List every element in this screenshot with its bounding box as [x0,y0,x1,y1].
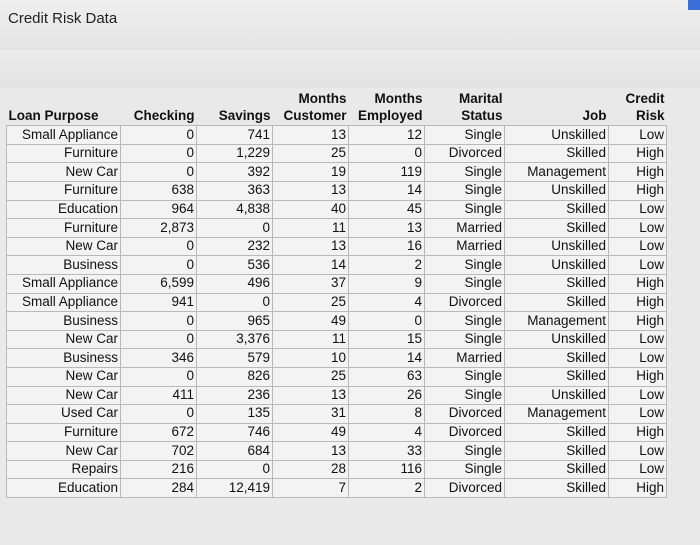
cell-purpose[interactable]: New Car [7,442,121,461]
cell-months-employed[interactable]: 4 [349,423,425,442]
cell-months-customer[interactable]: 14 [273,256,349,275]
cell-savings[interactable]: 236 [197,386,273,405]
cell-marital-status[interactable]: Single [425,163,505,182]
cell-marital-status[interactable]: Single [425,386,505,405]
table-row [7,293,667,312]
cell-months-customer[interactable]: 11 [273,219,349,238]
cell-months-employed[interactable]: 45 [349,200,425,219]
cell-savings[interactable]: 232 [197,237,273,256]
cell-months-employed[interactable]: 4 [349,293,425,312]
cell-months-employed[interactable]: 9 [349,274,425,293]
cell-savings[interactable]: 965 [197,312,273,331]
cell-job[interactable]: Skilled [505,479,609,498]
cell-savings[interactable]: 12,419 [197,479,273,498]
cell-months-employed[interactable]: 119 [349,163,425,182]
cell-purpose[interactable]: Education [7,479,121,498]
cell-purpose[interactable]: Furniture [7,144,121,163]
sheet-title: Credit Risk Data [8,10,118,27]
cell-purpose[interactable]: Education [7,200,121,219]
app-header [0,0,700,50]
cell-marital-status[interactable]: Single [425,442,505,461]
cell-checking[interactable]: 346 [121,349,197,368]
cell-months-employed[interactable]: 13 [349,219,425,238]
cell-marital-status[interactable]: Single [425,181,505,200]
table-row [7,405,667,424]
cell-credit-risk[interactable]: Low [609,256,667,275]
header-purpose: Loan Purpose [8,108,99,124]
cell-savings[interactable]: 392 [197,163,273,182]
cell-months-employed[interactable]: 15 [349,330,425,349]
cell-marital-status[interactable]: Married [425,219,505,238]
cell-checking[interactable]: 6,599 [121,274,197,293]
cell-marital-status[interactable]: Married [425,349,505,368]
cell-months-customer[interactable]: 13 [273,237,349,256]
cell-checking[interactable]: 0 [121,367,197,386]
cell-credit-risk[interactable]: Low [609,349,667,368]
cell-credit-risk[interactable]: Low [609,442,667,461]
cell-months-employed[interactable]: 14 [349,181,425,200]
cell-checking[interactable]: 672 [121,423,197,442]
cell-months-customer[interactable]: 28 [273,460,349,479]
cell-checking[interactable]: 702 [121,442,197,461]
cell-credit-risk[interactable]: High [609,163,667,182]
cell-credit-risk[interactable]: High [609,312,667,331]
table-row [7,460,667,479]
cell-months-employed[interactable]: 14 [349,349,425,368]
cell-months-customer[interactable]: 31 [273,405,349,424]
cell-purpose[interactable]: Small Appliance [7,274,121,293]
cell-purpose[interactable]: Business [7,312,121,331]
table-row [7,219,667,238]
cell-marital-status[interactable]: Divorced [425,405,505,424]
cell-job[interactable]: Skilled [505,460,609,479]
cell-credit-risk[interactable]: Low [609,405,667,424]
cell-marital-status[interactable]: Single [425,367,505,386]
credit-risk-table [6,90,667,498]
cell-months-customer[interactable]: 49 [273,423,349,442]
cell-credit-risk[interactable]: High [609,423,667,442]
cell-job[interactable]: Unskilled [505,237,609,256]
cell-months-customer[interactable]: 25 [273,367,349,386]
header-months-customer: Customer [283,108,347,124]
cell-marital-status[interactable]: Single [425,200,505,219]
cell-marital-status[interactable]: Single [425,460,505,479]
cell-months-employed[interactable]: 63 [349,367,425,386]
table-row [7,423,667,442]
cell-purpose[interactable]: New Car [7,386,121,405]
cell-months-employed[interactable]: 2 [349,479,425,498]
cell-job[interactable]: Management [505,312,609,331]
cell-job[interactable]: Skilled [505,349,609,368]
cell-credit-risk[interactable]: High [609,144,667,163]
table-row [7,386,667,405]
table-row [7,144,667,163]
cell-savings[interactable]: 0 [197,219,273,238]
cell-credit-risk[interactable]: High [609,367,667,386]
cell-checking[interactable]: 2,873 [121,219,197,238]
cell-marital-status[interactable]: Divorced [425,479,505,498]
table-row [7,163,667,182]
cell-job[interactable]: Skilled [505,144,609,163]
cell-savings[interactable]: 1,229 [197,144,273,163]
table-row [7,330,667,349]
header-checking-top [121,90,197,108]
corner-indicator [688,0,700,10]
cell-job[interactable]: Skilled [505,367,609,386]
table-row [7,126,667,145]
cell-savings[interactable]: 496 [197,274,273,293]
cell-credit-risk[interactable]: Low [609,386,667,405]
table-body [7,126,667,498]
table-row [7,367,667,386]
cell-job[interactable]: Skilled [505,274,609,293]
header-savings-top [197,90,273,108]
header-risk: Risk [635,108,665,124]
cell-savings[interactable]: 0 [197,293,273,312]
cell-checking[interactable]: 0 [121,312,197,331]
cell-months-customer[interactable]: 49 [273,312,349,331]
cell-months-employed[interactable]: 26 [349,386,425,405]
cell-checking[interactable]: 941 [121,293,197,312]
cell-credit-risk[interactable]: Low [609,126,667,145]
cell-job[interactable]: Management [505,163,609,182]
cell-savings[interactable]: 826 [197,367,273,386]
cell-checking[interactable]: 0 [121,330,197,349]
cell-purpose[interactable]: New Car [7,237,121,256]
cell-months-employed[interactable]: 0 [349,144,425,163]
cell-purpose[interactable]: Used Car [7,405,121,424]
cell-job[interactable]: Unskilled [505,256,609,275]
cell-months-customer[interactable]: 40 [273,200,349,219]
cell-purpose[interactable]: Business [7,349,121,368]
cell-checking[interactable]: 0 [121,256,197,275]
header-job: Job [582,108,607,124]
header-risk-top: Credit [625,90,665,106]
cell-months-customer[interactable]: 37 [273,274,349,293]
cell-months-employed[interactable]: 0 [349,312,425,331]
cell-job[interactable]: Unskilled [505,126,609,145]
cell-months-customer[interactable]: 13 [273,442,349,461]
cell-savings[interactable]: 536 [197,256,273,275]
cell-marital-status[interactable]: Divorced [425,423,505,442]
cell-marital-status[interactable]: Single [425,256,505,275]
cell-credit-risk[interactable]: Low [609,460,667,479]
cell-purpose[interactable]: Repairs [7,460,121,479]
cell-job[interactable]: Unskilled [505,330,609,349]
table-row [7,274,667,293]
cell-savings[interactable]: 3,376 [197,330,273,349]
cell-months-employed[interactable]: 116 [349,460,425,479]
cell-marital-status[interactable]: Divorced [425,144,505,163]
cell-months-employed[interactable]: 16 [349,237,425,256]
cell-credit-risk[interactable]: High [609,479,667,498]
header-marital-top: Marital [458,90,503,106]
cell-marital-status[interactable]: Single [425,274,505,293]
table-row [7,349,667,368]
cell-purpose[interactable]: Furniture [7,219,121,238]
cell-purpose[interactable]: Furniture [7,423,121,442]
cell-job[interactable]: Unskilled [505,181,609,200]
table-row [7,312,667,331]
cell-checking[interactable]: 216 [121,460,197,479]
table-row [7,479,667,498]
cell-marital-status[interactable]: Married [425,237,505,256]
cell-credit-risk[interactable]: Low [609,219,667,238]
cell-credit-risk[interactable]: Low [609,200,667,219]
cell-credit-risk[interactable]: High [609,293,667,312]
header-months-customer-top: Months [298,90,347,106]
table-header [7,90,667,126]
cell-job[interactable]: Unskilled [505,386,609,405]
cell-months-customer[interactable]: 13 [273,126,349,145]
header-row-1 [7,90,667,108]
header-checking: Checking [133,108,195,124]
cell-purpose[interactable]: Small Appliance [7,126,121,145]
cell-marital-status[interactable]: Single [425,126,505,145]
cell-job[interactable]: Management [505,405,609,424]
cell-savings[interactable]: 741 [197,126,273,145]
header-savings: Savings [218,108,271,124]
cell-checking[interactable]: 0 [121,144,197,163]
table-row [7,181,667,200]
cell-purpose[interactable]: Furniture [7,181,121,200]
cell-savings[interactable]: 746 [197,423,273,442]
cell-savings[interactable]: 4,838 [197,200,273,219]
header-row-2 [7,108,667,126]
cell-savings[interactable]: 363 [197,181,273,200]
cell-marital-status[interactable]: Single [425,312,505,331]
cell-credit-risk[interactable]: Low [609,237,667,256]
cell-months-customer[interactable]: 13 [273,386,349,405]
cell-job[interactable]: Skilled [505,442,609,461]
cell-checking[interactable]: 0 [121,237,197,256]
header-months-employed: Employed [357,108,423,124]
cell-checking[interactable]: 0 [121,126,197,145]
cell-months-employed[interactable]: 8 [349,405,425,424]
cell-marital-status[interactable]: Divorced [425,293,505,312]
cell-months-employed[interactable]: 12 [349,126,425,145]
header-job-top [505,90,609,108]
cell-job[interactable]: Skilled [505,423,609,442]
header-marital: Status [461,108,503,124]
cell-months-customer[interactable]: 25 [273,144,349,163]
cell-months-customer[interactable]: 11 [273,330,349,349]
cell-savings[interactable]: 0 [197,460,273,479]
blank-rows [0,50,700,88]
cell-savings[interactable]: 579 [197,349,273,368]
table-row [7,237,667,256]
cell-checking[interactable]: 638 [121,181,197,200]
cell-purpose[interactable]: New Car [7,367,121,386]
cell-checking[interactable]: 0 [121,405,197,424]
cell-purpose[interactable]: New Car [7,163,121,182]
cell-months-employed[interactable]: 33 [349,442,425,461]
table-row [7,442,667,461]
header-months-employed-top: Months [374,90,423,106]
cell-months-customer[interactable]: 25 [273,293,349,312]
cell-purpose[interactable]: Business [7,256,121,275]
cell-purpose[interactable]: New Car [7,330,121,349]
cell-savings[interactable]: 135 [197,405,273,424]
cell-checking[interactable]: 0 [121,163,197,182]
cell-months-customer[interactable]: 10 [273,349,349,368]
cell-job[interactable]: Skilled [505,200,609,219]
cell-months-customer[interactable]: 7 [273,479,349,498]
cell-checking[interactable]: 411 [121,386,197,405]
header-purpose-top [7,90,121,108]
table-row [7,256,667,275]
cell-credit-risk[interactable]: High [609,274,667,293]
cell-job[interactable]: Skilled [505,293,609,312]
cell-savings[interactable]: 684 [197,442,273,461]
cell-checking[interactable]: 964 [121,200,197,219]
table-row [7,200,667,219]
cell-months-customer[interactable]: 13 [273,181,349,200]
cell-months-employed[interactable]: 2 [349,256,425,275]
cell-credit-risk[interactable]: High [609,181,667,200]
cell-checking[interactable]: 284 [121,479,197,498]
cell-purpose[interactable]: Small Appliance [7,293,121,312]
cell-job[interactable]: Skilled [505,219,609,238]
cell-credit-risk[interactable]: Low [609,330,667,349]
cell-marital-status[interactable]: Single [425,330,505,349]
cell-months-customer[interactable]: 19 [273,163,349,182]
